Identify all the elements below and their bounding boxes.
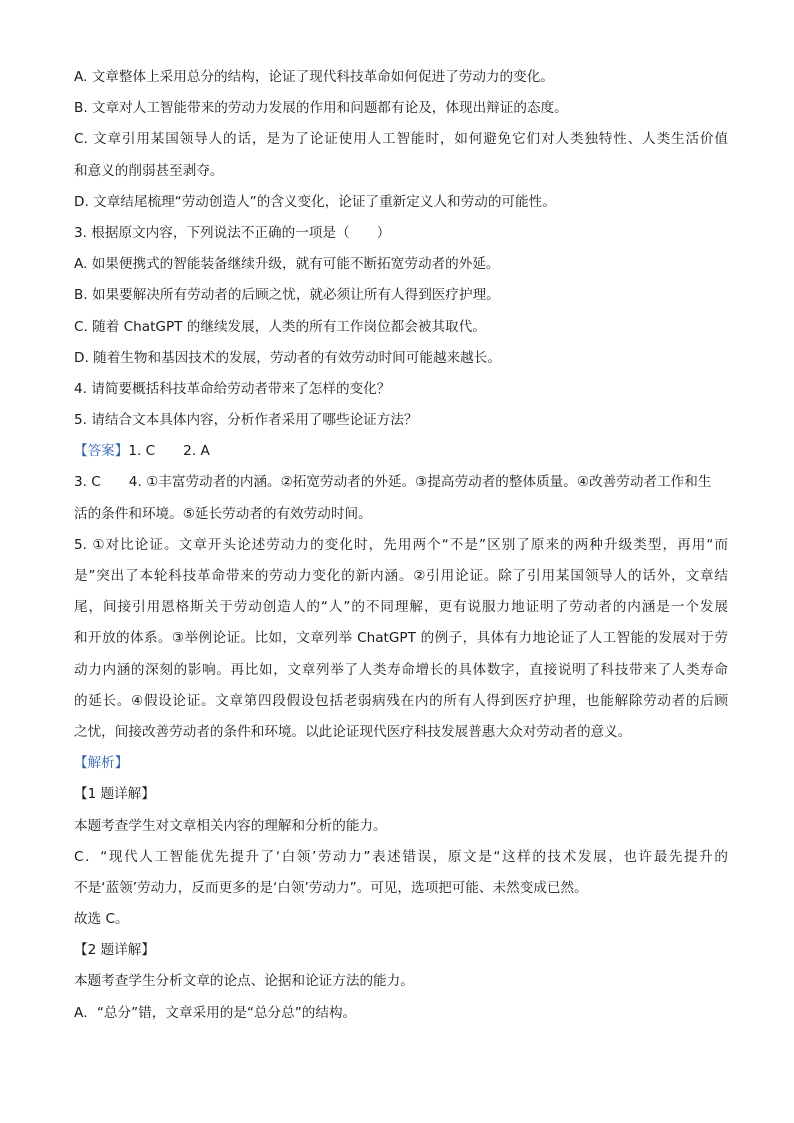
detail-1-line: 不是‘蓝领’劳动力，反而更多的是‘白领’劳动力”。可见，选项把可能、未然变成已然。 [74, 879, 588, 896]
answer-5-line: 是”突出了本轮科技革命带来的劳动力变化的新内涵。②引用论证。除了引用某国领导人的话外，文章结 [74, 568, 728, 584]
q3-stem: 3. 根据原文内容，下列说法不正确的一项是（ ） [74, 224, 391, 241]
q3-option-c: C. 随着 ChatGPT 的继续发展，人类的所有工作岗位都会被其取代。 [74, 318, 486, 335]
answer-5-line: 的延长。④假设论证。文章第四段假设包括老弱病残在内的所有人得到医疗护理，也能解除劳动者的后顾 [74, 692, 728, 709]
detail-1-line: C．“现代人工智能优先提升了‘白领’劳动力”表述错误，原文是“这样的技术发展，也许最先提升的 [74, 848, 728, 865]
answer-5-line: 5. ①对比论证。文章开头论述劳动力的变化时，先用两个“不是”区别了原来的两种升级类型，再用“而 [74, 536, 728, 553]
detail-1-line: 故选 C。 [74, 911, 129, 928]
answer-3: 3. C [74, 474, 101, 491]
analysis-label: 【解析】 [74, 755, 129, 772]
detail-1-line: 本题考查学生对文章相关内容的理解和分析的能力。 [74, 817, 387, 834]
q2-option-b: B. 文章对人工智能带来的劳动力发展的作用和问题都有论及，体现出辩证的态度。 [74, 100, 568, 117]
q2-option-c-continued: 和意义的削弱甚至剥夺。 [74, 162, 224, 179]
detail-1-heading: 【1 题详解】 [74, 786, 155, 803]
q2-option-d: D. 文章结尾梳理“劳动创造人”的含义变化，论证了重新定义人和劳动的可能性。 [74, 193, 556, 210]
q3-option-a: A. 如果便携式的智能装备继续升级，就有可能不断拓宽劳动者的外延。 [74, 256, 500, 273]
q2-option-a: A. 文章整体上采用总分的结构，论证了现代科技革命如何促进了劳动力的变化。 [74, 69, 554, 85]
answer-label: 【答案】 [74, 443, 129, 460]
q3-option-b: B. 如果要解决所有劳动者的后顾之忧，就必须让所有人得到医疗护理。 [74, 287, 500, 304]
answer-1: 1. C [128, 443, 156, 460]
answer-5-line: 尾，间接引用恩格斯关于劳动创造人的“人”的不同理解，更有说服力地证明了劳动者的内涵是一个发展 [74, 599, 728, 616]
answer-row-1 [74, 436, 728, 467]
answer-4-continued: 活的条件和环境。⑤延长劳动者的有效劳动时间。 [74, 505, 372, 522]
detail-2-line: 本题考查学生分析文章的论点、论据和论证方法的能力。 [74, 973, 414, 990]
answer-2: 2. A [183, 443, 210, 460]
document-page [74, 62, 728, 1029]
detail-2-heading: 【2 题详解】 [74, 942, 155, 959]
detail-2-line: A．“总分”错，文章采用的是“总分总”的结构。 [74, 1004, 357, 1021]
answer-5-line: 和开放的体系。③举例论证。比如，文章列举 ChatGPT 的例子，具体有力地论证了人工智能的发展对于劳 [74, 630, 728, 647]
answer-5-line: 之忧，间接改善劳动者的条件和环境。以此论证现代医疗科技发展普惠大众对劳动者的意义。 [74, 723, 632, 740]
answer-4: 4. ①丰富劳动者的内涵。②拓宽劳动者的外延。③提高劳动者的整体质量。④改善劳动者工作和生 [128, 474, 712, 491]
answer-5-line: 动力内涵的深刻的影响。再比如，文章列举了人类寿命增长的具体数字，直接说明了科技带来了人类寿命 [74, 661, 728, 678]
q3-option-d: D. 随着生物和基因技术的发展，劳动者的有效劳动时间可能越来越长。 [74, 349, 501, 366]
q2-option-c: C. 文章引用某国领导人的话，是为了论证使用人工智能时，如何避免它们对人类独特性、人类生活价值 [74, 131, 728, 148]
q5-stem: 5. 请结合文本具体内容，分析作者采用了哪些论证方法？ [74, 412, 418, 429]
q4-stem: 4. 请简要概括科技革命给劳动者带来了怎样的变化？ [74, 380, 391, 397]
answer-row-2 [74, 467, 728, 498]
